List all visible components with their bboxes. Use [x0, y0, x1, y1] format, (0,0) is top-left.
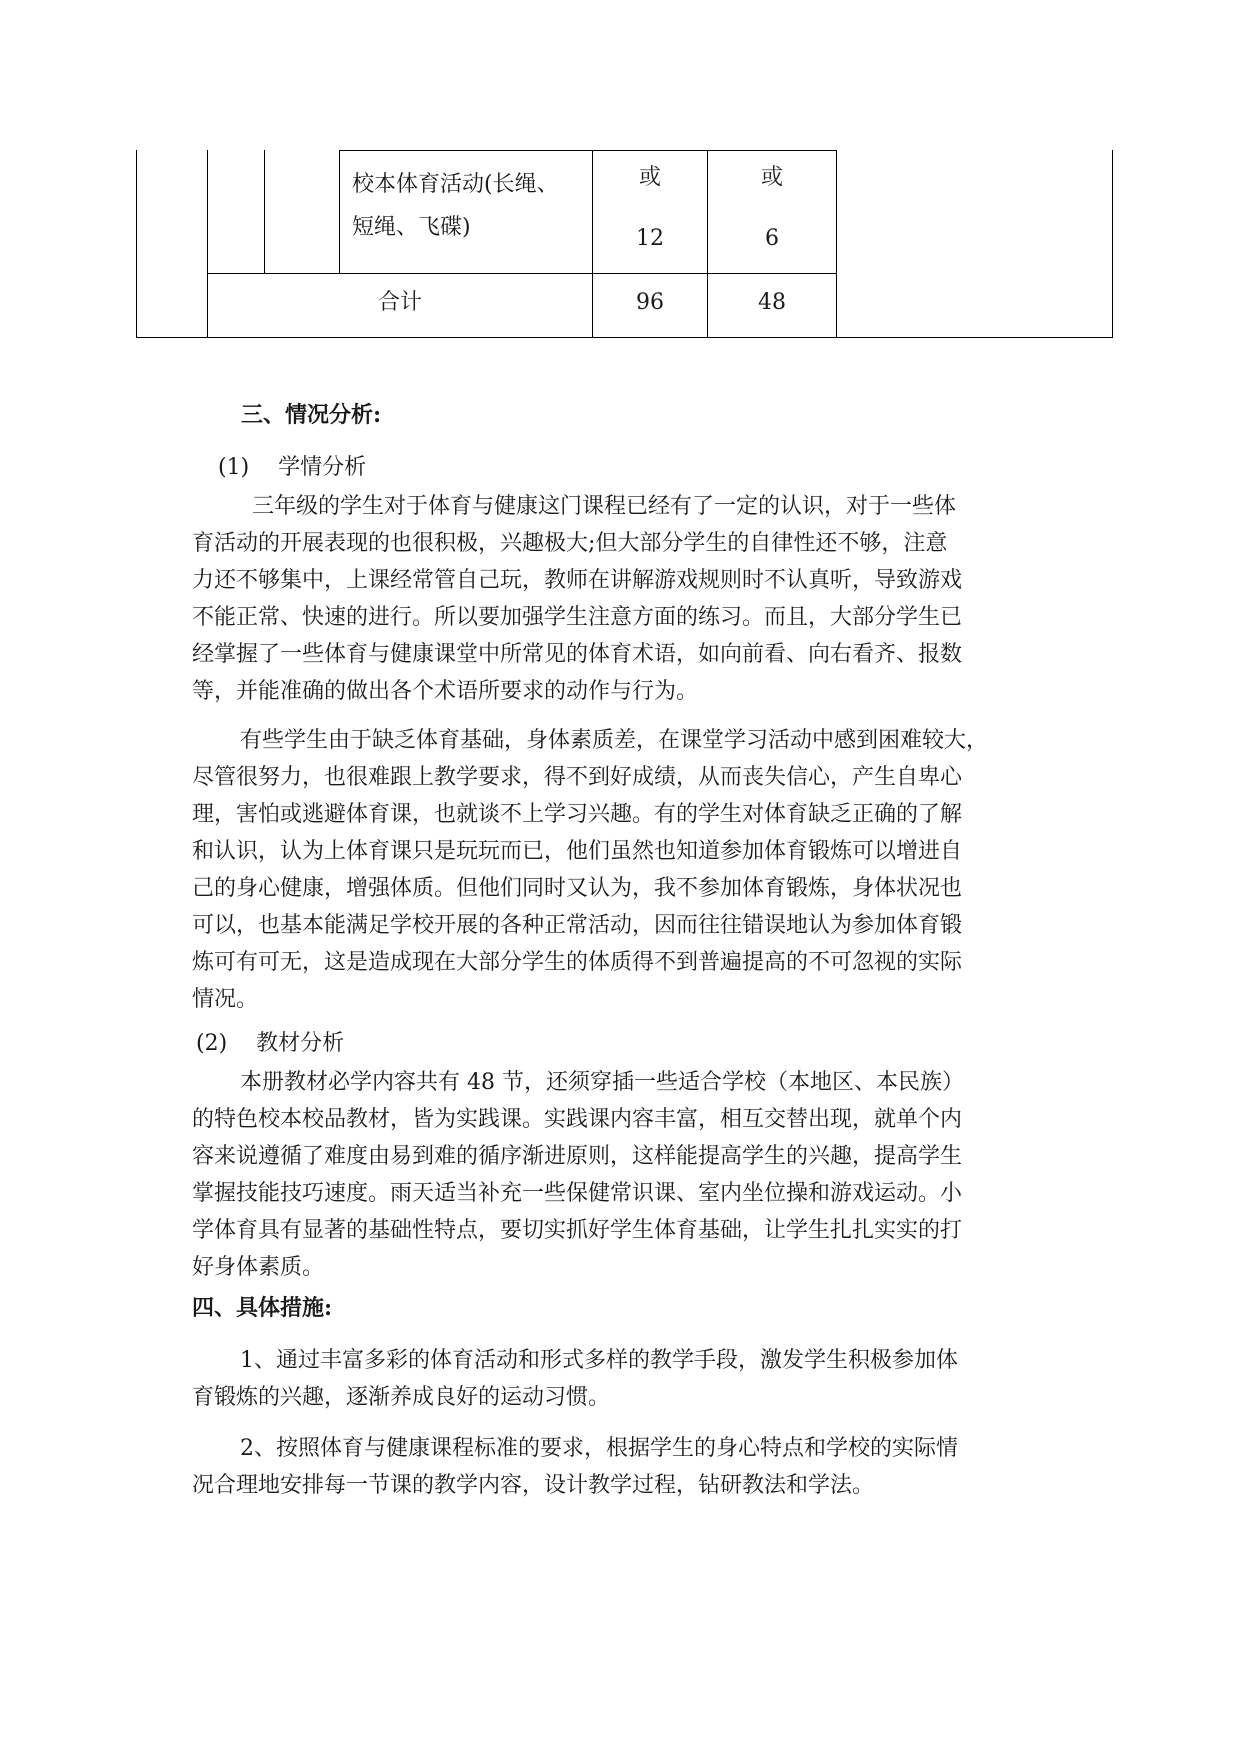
table-total-value: 48 — [758, 290, 786, 315]
paragraph-line: 理，害怕或逃避体育课，也就谈不上学习兴趣。有的学生对体育缺乏正确的了解 — [192, 802, 963, 827]
paragraph-line: 炼可有可无，这是造成现在大部分学生的体质得不到普遍提高的不可忽视的实际 — [192, 950, 963, 975]
paragraph-line: 况合理地安排每一节课的教学内容，设计教学过程，钻研教法和学法。 — [192, 1473, 875, 1498]
cell-line: 短绳、飞碟) — [352, 215, 471, 240]
paragraph-line: 情况。 — [192, 987, 259, 1012]
paragraph-line: 1、通过丰富多彩的体育活动和形式多样的教学手段，激发学生积极参加体 — [240, 1348, 958, 1373]
paragraph-line: 和认识，认为上体育课只是玩玩而已，他们虽然也知道参加体育锻炼可以增进自 — [192, 839, 963, 864]
paragraph-line: 好身体素质。 — [192, 1255, 325, 1280]
paragraph — [192, 722, 1060, 1018]
paragraph-line: 容来说遵循了难度由易到难的循序渐进原则，这样能提高学生的兴趣，提高学生 — [192, 1144, 963, 1169]
paragraph — [192, 488, 1060, 710]
subsection-heading — [196, 1026, 344, 1057]
paragraph-line: 三年级的学生对于体育与健康这门课程已经有了一定的认识，对于一些体 — [252, 494, 957, 519]
paragraph-line: 的特色校本校品教材，皆为实践课。实践课内容丰富，相互交替出现，就单个内 — [192, 1107, 963, 1132]
table-border-inner-6 — [836, 150, 837, 338]
table-cell-value: 6 — [765, 226, 779, 251]
paragraph — [192, 1064, 1060, 1286]
section-heading: 四、具体措施: — [192, 1295, 333, 1321]
paragraph-line: 不能正常、快速的进行。所以要加强学生注意方面的练习。而且，大部分学生已 — [192, 605, 963, 630]
section-heading: 三、情况分析: — [241, 402, 382, 428]
paragraph-line: 经掌握了一些体育与健康课堂中所常见的体育术语，如向前看、向右看齐、报数 — [192, 642, 963, 667]
paragraph-line: 育锻炼的兴趣，逐渐养成良好的运动习惯。 — [192, 1385, 611, 1410]
paragraph — [192, 1430, 1060, 1504]
table-cell-value: 或 — [760, 165, 783, 190]
subsection-number: (2) — [196, 1031, 228, 1056]
subsection-heading — [218, 450, 366, 481]
table-row-divider — [339, 150, 837, 151]
subsection-title: 学情分析 — [278, 455, 367, 480]
table-border-inner-2 — [264, 150, 265, 273]
paragraph-line: 等，并能准确的做出各个术语所要求的动作与行为。 — [192, 679, 699, 704]
paragraph-line: 2、按照体育与健康课程标准的要求，根据学生的身心特点和学校的实际情 — [240, 1436, 958, 1461]
table-cell-content — [352, 213, 471, 243]
table-cell-value: 或 — [638, 165, 661, 190]
table-border-right — [1112, 150, 1113, 338]
paragraph-line: 本册教材必学内容共有 48 节，还须穿插一些适合学校（本地区、本民族） — [240, 1070, 964, 1095]
paragraph-line: 可以，也基本能满足学校开展的各种正常活动，因而往往错误地认为参加体育锻 — [192, 913, 963, 938]
table-row-divider — [207, 273, 837, 274]
table-total-label: 合计 — [377, 290, 422, 315]
paragraph-line: 掌握技能技巧速度。雨天适当补充一些保健常识课、室内坐位操和游戏运动。小 — [192, 1181, 963, 1206]
paragraph-line: 有些学生由于缺乏体育基础，身体素质差，在课堂学习活动中感到困难较大， — [240, 728, 989, 753]
paragraph-line: 己的身心健康，增强体质。但他们同时又认为，我不参加体育锻炼，身体状况也 — [192, 876, 963, 901]
cell-line: 校本体育活动(长绳、 — [352, 172, 559, 197]
table-border-left — [136, 150, 137, 338]
paragraph-line: 力还不够集中，上课经常管自己玩，教师在讲解游戏规则时不认真听，导致游戏 — [192, 568, 963, 593]
table-cell-content — [352, 170, 559, 200]
table-total-value: 96 — [636, 290, 664, 315]
paragraph-line: 尽管很努力，也很难跟上教学要求，得不到好成绩，从而丧失信心，产生自卑心 — [192, 765, 963, 790]
table-cell-value: 12 — [636, 226, 664, 251]
subsection-title: 教材分析 — [256, 1031, 345, 1056]
table-border-inner-3 — [339, 150, 340, 273]
subsection-number: (1) — [218, 455, 250, 480]
table-border-bottom — [136, 337, 1113, 338]
paragraph — [192, 1342, 1060, 1416]
paragraph-line: 育活动的开展表现的也很积极，兴趣极大;但大部分学生的自律性还不够，注意 — [192, 531, 948, 556]
paragraph-line: 学体育具有显著的基础性特点，要切实抓好学生体育基础，让学生扎扎实实的打 — [192, 1218, 963, 1243]
